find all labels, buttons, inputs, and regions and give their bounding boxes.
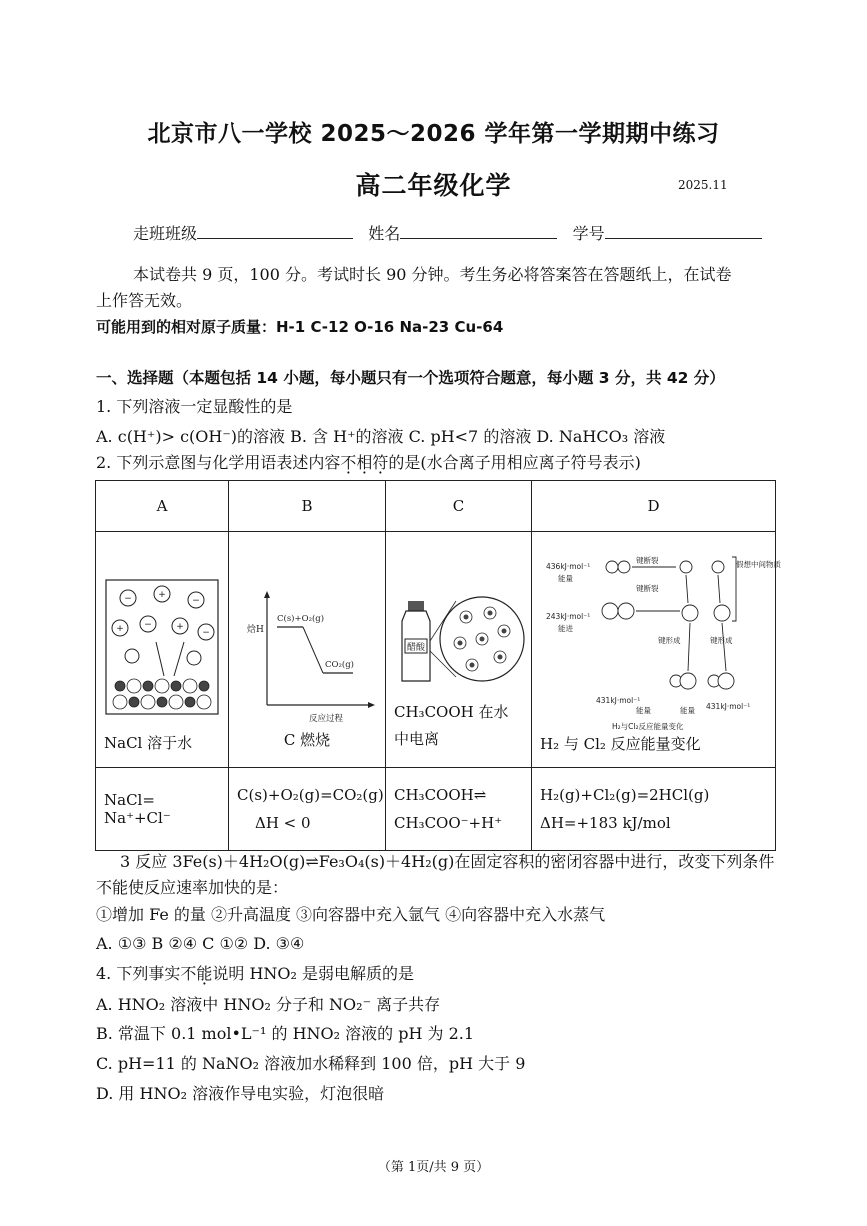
intro-line-2: 上作答无效。 xyxy=(96,291,193,310)
break-label-2: 键断裂 xyxy=(636,584,659,593)
col-c-header: C xyxy=(386,481,532,532)
col-a-header: A xyxy=(96,481,229,532)
svg-text:−: − xyxy=(202,628,210,638)
reaction-axis-label: 反应过程 xyxy=(309,714,344,724)
class-label: 走班班级 xyxy=(133,224,198,243)
enthalpy-axis-label: 焓H xyxy=(247,625,264,635)
products-label: CO₂(g) xyxy=(325,660,354,670)
eq-a: NaCl= Na⁺+Cl⁻ xyxy=(104,791,171,827)
caption-a: NaCl 溶于水 xyxy=(104,734,193,752)
eq-a-cell xyxy=(96,768,229,851)
combustion-enthalpy-figure xyxy=(237,587,377,727)
hypothetical-label: 假想中间物质 xyxy=(736,560,781,569)
id-blank[interactable] xyxy=(605,222,762,239)
energy-label-431a: 431kJ·mol⁻¹ xyxy=(596,696,641,705)
svg-text:+: + xyxy=(116,624,124,634)
page-footer: （第 1页/共 9 页） xyxy=(377,1160,490,1175)
q4-option-d: D. 用 HNO₂ 溶液作导电实验，灯泡很暗 xyxy=(96,1084,385,1103)
q3-stem-line1: 3 反应 3Fe(s)＋4H₂O(g)⇌Fe₃O₄(s)＋4H₂(g)在固定容积的密闭容器中进行，改变下列条件 xyxy=(120,852,775,871)
nacl-dissolution-figure xyxy=(104,578,222,718)
class-blank[interactable] xyxy=(197,222,353,239)
eq-d-line1: H₂(g)+Cl₂(g)=2HCl(g) xyxy=(540,786,710,804)
energy-label-431b-sub: 能量 xyxy=(680,706,695,715)
caption-b: C 燃烧 xyxy=(283,731,331,749)
section-heading: 一、选择题（本题包括 14 小题，每小题只有一个选项符合题意，每小题 3 分，共 42 分） xyxy=(96,369,725,387)
eq-c-cell xyxy=(386,768,532,851)
id-label: 学号 xyxy=(572,224,605,243)
eq-b-line1: C(s)+O₂(g)=CO₂(g) xyxy=(237,786,384,804)
figure-d-cell xyxy=(532,532,781,768)
reactants-label: C(s)+O₂(g) xyxy=(277,614,325,624)
figure-d-caption: H₂与Cl₂反应能量变化 xyxy=(612,722,684,731)
break-label-1: 键断裂 xyxy=(636,556,659,565)
intro-line-1: 本试卷共 9 页，100 分。考试时长 90 分钟。考生务必将答案答在答题纸上，在试卷 xyxy=(133,265,732,284)
form-label-1: 键形成 xyxy=(658,636,681,645)
acetic-acid-figure xyxy=(394,581,526,691)
exam-title: 北京市八一学校 2025～2026 学年第一学期期中练习 xyxy=(147,121,720,147)
student-info-line xyxy=(133,222,762,245)
col-d-header: D xyxy=(532,481,776,532)
caption-d: H₂ 与 Cl₂ 反应能量变化 xyxy=(540,735,701,753)
exam-date: 2025.11 xyxy=(678,178,728,192)
col-b-header: B xyxy=(229,481,386,532)
q3-options: A. ①③ B ②④ C ①② D. ③④ xyxy=(96,934,305,953)
figure-a-cell xyxy=(96,532,229,768)
q4-option-b: B. 常温下 0.1 mol•L⁻¹ 的 HNO₂ 溶液的 pH 为 2.1 xyxy=(96,1024,475,1043)
svg-text:−: − xyxy=(124,594,132,604)
q4-stem: 4. 下列事实不能说明 HNO₂ 是弱电解质的是 xyxy=(96,964,415,983)
atomic-masses: 可能用到的相对原子质量：H-1 C-12 O-16 Na-23 Cu-64 xyxy=(96,318,504,336)
eq-c-line2: CH₃COO⁻+H⁺ xyxy=(394,814,503,832)
eq-d-cell xyxy=(532,768,776,851)
bottle-label: 醋酸 xyxy=(406,642,426,653)
h2-cl2-energy-figure xyxy=(540,551,781,731)
eq-b-cell xyxy=(229,768,386,851)
svg-text:−: − xyxy=(144,620,152,630)
q1-options: A. c(H⁺)> c(OH⁻)的溶液 B. 含 H⁺的溶液 C. pH<7 的溶液 D. NaHCO₃ 溶液 xyxy=(96,427,666,446)
figure-c-cell xyxy=(386,532,532,768)
svg-text:−: − xyxy=(192,596,200,606)
figure-b-cell xyxy=(229,532,386,768)
eq-c-line1: CH₃COOH⇌ xyxy=(394,786,487,804)
q1-stem: 1. 下列溶液一定显酸性的是 xyxy=(96,397,293,416)
svg-text:+: + xyxy=(158,590,166,600)
form-label-2: 键形成 xyxy=(710,636,733,645)
caption-c-line1: CH₃COOH 在水 xyxy=(394,702,509,721)
energy-label-431a-sub: 能量 xyxy=(636,706,651,715)
energy-label-243-sub: 能进 xyxy=(558,624,573,633)
subject-title: 高二年级化学 xyxy=(355,171,512,200)
eq-b-line2: ΔH < 0 xyxy=(255,814,311,832)
name-label: 姓名 xyxy=(368,224,401,243)
caption-c-line2: 中电离 xyxy=(394,729,440,748)
q3-conditions: ①增加 Fe 的量 ②升高温度 ③向容器中充入氩气 ④向容器中充入水蒸气 xyxy=(96,905,606,924)
q2-stem: 2. 下列示意图与化学用语表述内容不相符的是(水合离子用相应离子符号表示) xyxy=(96,453,641,472)
q2-table xyxy=(95,480,781,851)
energy-label-436-sub: 能量 xyxy=(558,574,573,583)
energy-label-436: 436kJ·mol⁻¹ xyxy=(546,562,591,571)
energy-label-243: 243kJ·mol⁻¹ xyxy=(546,612,591,621)
energy-label-431b: 431kJ·mol⁻¹ xyxy=(706,702,751,711)
q4-option-c: C. pH=11 的 NaNO₂ 溶液加水稀释到 100 倍，pH 大于 9 xyxy=(96,1054,526,1073)
q4-option-a: A. HNO₂ 溶液中 HNO₂ 分子和 NO₂⁻ 离子共存 xyxy=(96,995,441,1014)
svg-text:+: + xyxy=(176,622,184,632)
name-blank[interactable] xyxy=(400,222,557,239)
eq-d-line2: ΔH=+183 kJ/mol xyxy=(540,814,671,832)
q3-stem-line2: 不能使反应速率加快的是： xyxy=(96,878,289,897)
